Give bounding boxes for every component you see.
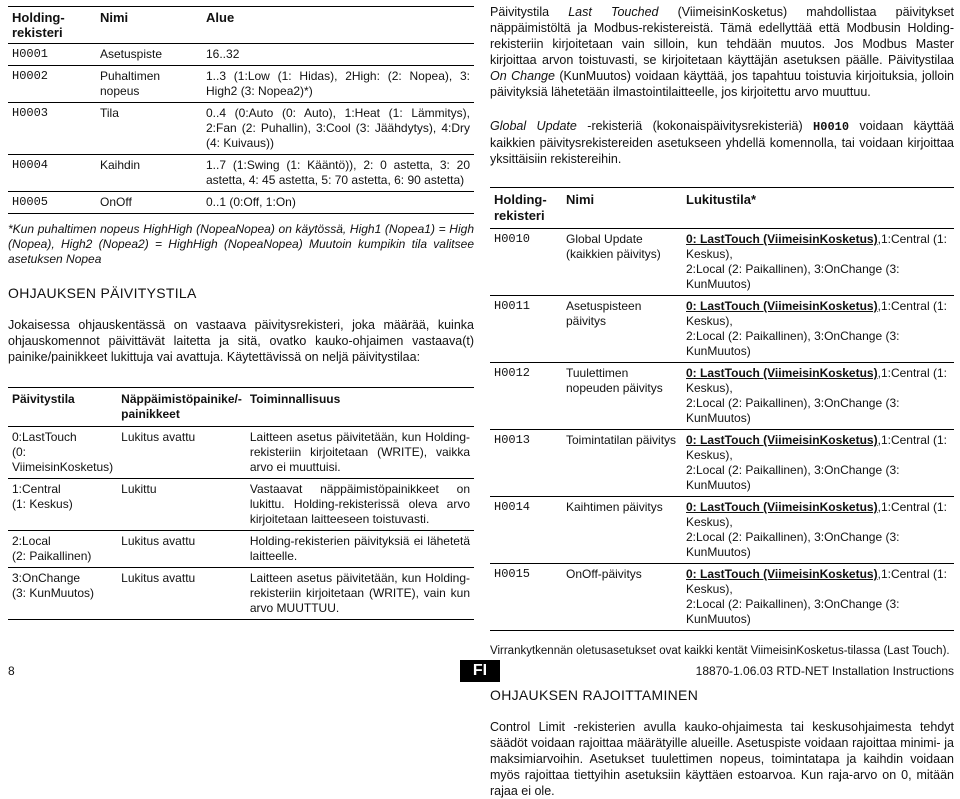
- range-cell: 0..1 (0:Off, 1:On): [206, 195, 296, 209]
- lock-mode-cell: [682, 229, 954, 296]
- section-heading-control-limit: OHJAUKSEN RAJOITTAMINEN: [490, 687, 699, 703]
- name-cell: Tuulettimen nopeuden päivitys: [566, 366, 663, 395]
- table-row: [490, 363, 954, 430]
- lock-mode-cell: [682, 363, 954, 430]
- col-header-name: Nimi: [100, 10, 129, 25]
- lock-mode-central: ,1:Central (1: Keskus),: [686, 567, 947, 596]
- speed-footnote: *Kun puhaltimen nopeus HighHigh (NopeaNopea) on käytössä, High1 (Nopea1) = High (Nopea), High2 (Nopea2) = HighHigh (NopeaNopea) Muutoin kumpikin tila valitsee asetuksen Nopea: [8, 222, 474, 266]
- keys-cell: Lukitus avattu: [121, 430, 196, 444]
- name-cell: Puhaltimen nopeus: [100, 69, 161, 98]
- update-mode-paragraph: Jokaisessa ohjauskentässä on vastaava päivitysrekisteri, joka määrää, kuinka ohjauskomennot päivittävät laitetta ja sitä, ovatko kauko-ohjaimen vastaava(t) painike/painikkeet lukittuja vai avattuja. Käytettävissä on neljä päivitystilaa:: [8, 318, 474, 364]
- lock-mode-local-onchange: 2:Local (2: Paikallinen), 3:OnChange (3: KunMuutos): [686, 329, 900, 358]
- register-cell: H0015: [494, 567, 531, 581]
- lock-mode-lasttouch: 0: LastTouch (ViimeisinKosketus): [686, 500, 878, 514]
- register-cell: H0011: [494, 299, 531, 313]
- table-row: [490, 229, 954, 296]
- register-cell: H0002: [12, 69, 49, 83]
- name-cell: Tila: [100, 106, 119, 120]
- lock-mode-cell: [682, 296, 954, 363]
- table-row: [490, 430, 954, 497]
- col-header-lockmode: Lukitustila*: [686, 192, 757, 207]
- mode-cell: 1:Central (1: Keskus): [12, 482, 73, 511]
- col-header-name: Nimi: [566, 192, 595, 207]
- table-row: [8, 66, 474, 103]
- name-cell: Kaihtimen päivitys: [566, 500, 663, 514]
- lock-mode-central: ,1:Central (1: Keskus),: [686, 232, 947, 261]
- register-cell: H0001: [12, 47, 49, 61]
- control-limit-paragraph: Control Limit -rekisterien avulla kauko-ohjaimesta tai keskusohjaimesta tehdyt säädöt voidaan rajoittaa määrätyille alueille. Asetuspiste voidaan rajoittaa minimi- ja maksimiarvoihin. Asetukset tuulettimen nopeus, toimintatapa ja kaihdin voidaan myös rajoittaa tiettyihin asetuksiin käyttäen estoarvoa. Kun raja-arvo on 0, mitään rajaa ei ole.: [490, 720, 954, 798]
- lock-mode-local-onchange: 2:Local (2: Paikallinen), 3:OnChange (3: KunMuutos): [686, 396, 900, 425]
- left-column: [8, 0, 474, 620]
- keys-cell: Lukitus avattu: [121, 534, 196, 548]
- col-header-register: Holding- rekisteri: [494, 192, 547, 223]
- function-cell: Laitteen asetus päivitetään, kun Holding-rekisteriin kirjoitetaan (WRITE), vaikka arvo ei muuttuisi.: [249, 430, 470, 474]
- table-header-row: [8, 7, 474, 44]
- name-cell: Toimintatilan päivitys: [566, 433, 677, 447]
- name-cell: Asetuspisteen päivitys: [566, 299, 642, 328]
- italic-term-1: On Change: [490, 69, 555, 83]
- update-register-table: [490, 187, 954, 631]
- global-update-term: Global Update: [490, 119, 577, 133]
- col-header-register: Holding- rekisteri: [12, 10, 65, 40]
- register-cell: H0014: [494, 500, 531, 514]
- lock-mode-cell: [682, 564, 954, 631]
- table-header-row: [8, 388, 474, 427]
- lock-mode-lasttouch: 0: LastTouch (ViimeisinKosketus): [686, 299, 878, 313]
- lock-mode-central: ,1:Central (1: Keskus),: [686, 366, 947, 395]
- col-header-keys: Näppäimistöpainike/- painikkeet: [121, 392, 242, 421]
- col-header-mode: Päivitystila: [12, 392, 75, 406]
- table-row: [8, 479, 474, 531]
- lock-mode-lasttouch: 0: LastTouch (ViimeisinKosketus): [686, 433, 878, 447]
- mode-cell: 3:OnChange (3: KunMuutos): [12, 571, 95, 600]
- register-cell: H0004: [12, 158, 49, 172]
- lock-mode-cell: [682, 430, 954, 497]
- intro-paragraph: Päivitystila Last Touched (ViimeisinKosketus) mahdollistaa päivitykset näppäimistöltä ja Modbus-rekistereistä. Tämä edellyttää että Modbusin Holding-rekisteriin kirjoitetaan vain silloin, kun tehdään muutos. Jos Modbus Master kirjoittaa arvon toistuvasti, se kirjoitetaan käyttäjän asetuksen päälle. Päivitystilaa On Change (KunMuutos) voidaan käyttää, jos tapahtuu toistuvia kirjoituksia, jolloin päivityksiä lähetetään ilmastointilaitteelle, jos kirjoitettu arvo muuttuu.: [490, 5, 954, 99]
- lock-mode-local-onchange: 2:Local (2: Paikallinen), 3:OnChange (3: KunMuutos): [686, 530, 900, 559]
- lock-mode-local-onchange: 2:Local (2: Paikallinen), 3:OnChange (3: KunMuutos): [686, 597, 900, 626]
- document-id: 18870-1.06.03 RTD-NET Installation Instructions: [695, 664, 954, 678]
- keys-cell: Lukitus avattu: [121, 571, 196, 585]
- name-cell: Asetuspiste: [100, 47, 163, 61]
- name-cell: OnOff: [100, 195, 132, 209]
- register-cell: H0005: [12, 195, 49, 209]
- keys-cell: Lukittu: [121, 482, 157, 496]
- global-update-paragraph: [490, 118, 954, 167]
- global-update-text-b: voidaan käyttää kaikkien päivitysrekistereiden asetukseen yhdellä komennolla, tai voidaan kirjoittaa yksittäisiin rekistereihin.: [490, 119, 954, 166]
- right-column: [490, 0, 954, 799]
- name-cell: OnOff-päivitys: [566, 567, 642, 581]
- register-cell: H0013: [494, 433, 531, 447]
- lock-mode-lasttouch: 0: LastTouch (ViimeisinKosketus): [686, 567, 878, 581]
- mode-cell: 0:LastTouch (0: ViimeisinKosketus): [12, 430, 114, 474]
- lock-mode-central: ,1:Central (1: Keskus),: [686, 299, 947, 328]
- table-row: [8, 531, 474, 568]
- col-header-range: Alue: [206, 10, 235, 25]
- lock-mode-lasttouch: 0: LastTouch (ViimeisinKosketus): [686, 366, 878, 380]
- table-row: [8, 192, 474, 214]
- global-update-register: H0010: [813, 120, 850, 134]
- lock-mode-cell: [682, 497, 954, 564]
- lock-mode-local-onchange: 2:Local (2: Paikallinen), 3:OnChange (3: KunMuutos): [686, 262, 900, 291]
- table-row: [8, 568, 474, 620]
- function-cell: Holding-rekisterien päivityksiä ei lähetetä laitteelle.: [249, 534, 470, 563]
- table-row: [490, 564, 954, 631]
- range-cell: 0..4 (0:Auto (0: Auto), 1:Heat (1: Lämmitys), 2:Fan (2: Puhallin), 3:Cool (3: Jäähdytys), 4:Dry (4: Kuivaus)): [206, 106, 470, 150]
- section-heading-update-mode: OHJAUKSEN PÄIVITYSTILA: [8, 285, 197, 301]
- power-on-default-note: Virrankytkennän oletusasetukset ovat kaikki kentät ViimeisinKosketus-tilassa (Last Touch).: [490, 645, 950, 657]
- mode-cell: 2:Local (2: Paikallinen): [12, 534, 92, 563]
- register-cell: H0012: [494, 366, 531, 380]
- function-cell: Vastaavat näppäimistöpainikkeet on lukittu. Holding-rekisterissä oleva arvo kirjoitetaan laitteeseen toistuvasti.: [249, 482, 470, 526]
- name-cell: Global Update (kaikkien päivitys): [566, 232, 661, 261]
- holding-register-table: [8, 6, 474, 214]
- lock-mode-central: ,1:Central (1: Keskus),: [686, 433, 947, 462]
- range-cell: 1..3 (1:Low (1: Hidas), 2High: (2: Nopea), 3: High2 (3: Nopea2)*): [206, 69, 470, 98]
- lock-mode-local-onchange: 2:Local (2: Paikallinen), 3:OnChange (3: KunMuutos): [686, 463, 900, 492]
- function-cell: Laitteen asetus päivitetään, kun Holding-rekisteriin kirjoitetaan (WRITE), vain kun arvo MUUTTUU.: [249, 571, 470, 615]
- register-cell: H0003: [12, 106, 49, 120]
- table-row: [8, 103, 474, 155]
- update-mode-table: [8, 387, 474, 620]
- table-row: [8, 44, 474, 66]
- table-row: [8, 427, 474, 479]
- page-number: 8: [8, 664, 15, 678]
- range-cell: 16..32: [206, 47, 240, 61]
- col-header-function: Toiminnallisuus: [249, 392, 341, 406]
- language-badge: FI: [460, 660, 500, 682]
- table-row: [490, 497, 954, 564]
- table-row: [8, 155, 474, 192]
- italic-term-0: Last Touched: [568, 5, 659, 19]
- name-cell: Kaihdin: [100, 158, 141, 172]
- lock-mode-lasttouch: 0: LastTouch (ViimeisinKosketus): [686, 232, 878, 246]
- range-cell: 1..7 (1:Swing (1: Kääntö)), 2: 0 astetta, 3: 20 astetta, 4: 45 astetta, 5: 70 astetta, 6: 90 astetta): [206, 158, 470, 187]
- lock-mode-central: ,1:Central (1: Keskus),: [686, 500, 947, 529]
- global-update-text-a: -rekisteriä (kokonaispäivitysrekisteriä): [576, 119, 814, 133]
- table-header-row: [490, 188, 954, 229]
- table-row: [490, 296, 954, 363]
- register-cell: H0010: [494, 232, 531, 246]
